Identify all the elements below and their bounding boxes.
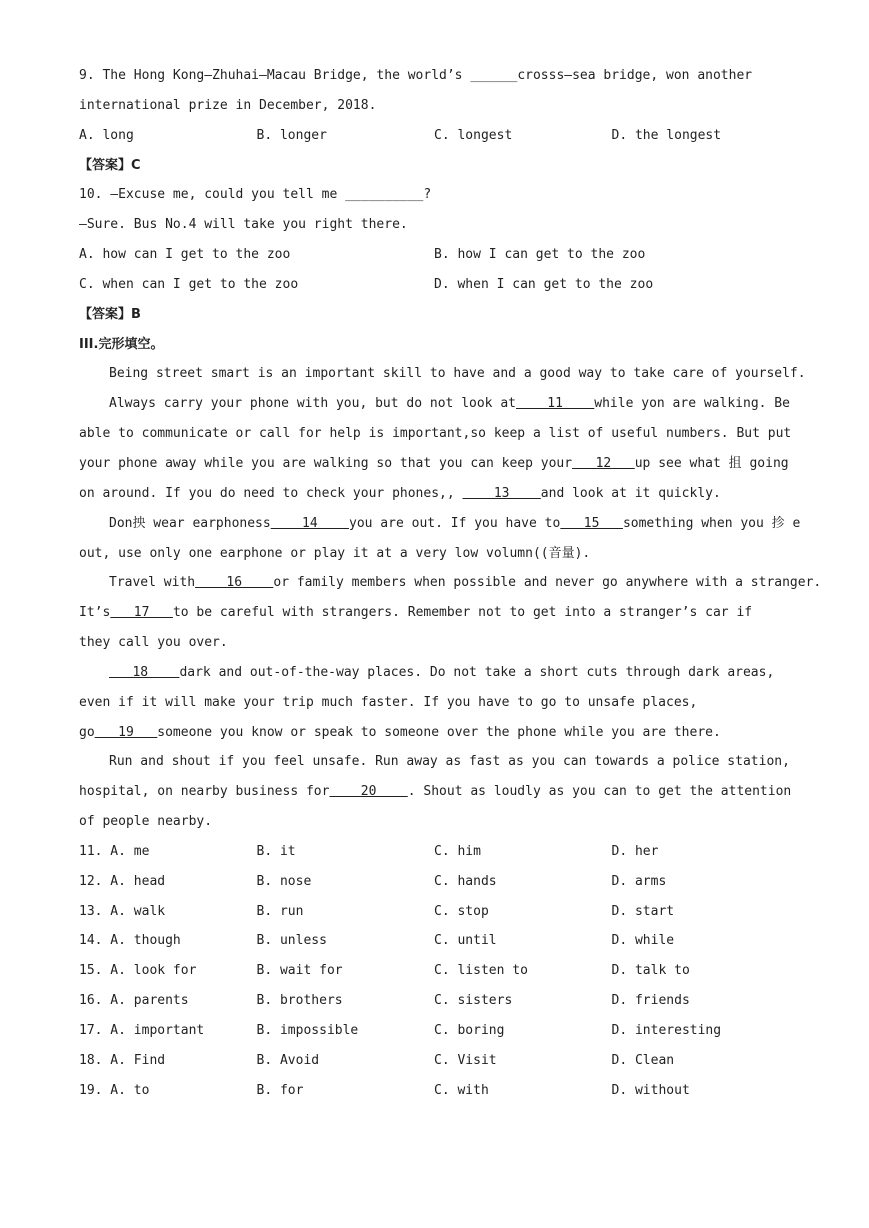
passage-line	[79, 509, 809, 539]
choice-option: D. while	[611, 933, 675, 949]
passage-line: of people nearby.	[79, 814, 213, 830]
passage-text: up see what 抯 going	[634, 455, 789, 471]
choice-option: B. impossible	[256, 1023, 359, 1038]
choice-option: D. friends	[611, 993, 690, 1009]
passage-line: they call you over.	[79, 635, 228, 651]
q10-text-end: ?	[423, 187, 432, 203]
passage-text: your phone away while you are walking so that you can keep your	[79, 455, 573, 471]
question-9-stem-cont: international prize in December, 2018.	[79, 97, 377, 113]
passage-text: and look at it quickly.	[540, 485, 721, 501]
q9-text-start: 9. The Hong Kong—Zhuhai—Macau Bridge, the world’s	[79, 68, 471, 83]
choice-option: 19. A. to	[79, 1082, 150, 1098]
passage-line	[79, 568, 822, 598]
choice-option: D. interesting	[611, 1023, 722, 1038]
q9-blank: ______	[470, 68, 518, 83]
choice-option: D. start	[611, 903, 675, 919]
choice-row-12	[79, 867, 809, 897]
passage-text: go	[79, 724, 95, 740]
choice-option: B. unless	[256, 933, 327, 949]
choice-option: C. Visit	[434, 1052, 497, 1068]
choice-option: B. for	[256, 1082, 304, 1098]
passage-text: or family members when possible and never go anywhere with a stranger.	[273, 575, 822, 591]
q9-answer: 【答案】C	[79, 157, 141, 173]
q10-blank: __________	[345, 187, 424, 203]
q10-option-c: C. when can I get to the zoo	[79, 276, 299, 292]
choice-option: B. run	[256, 903, 304, 919]
q10-text-start: 10. —Excuse me, could you tell me	[79, 187, 346, 203]
q10-option-a: A. how can I get to the zoo	[79, 247, 291, 263]
choice-option: D. talk to	[611, 963, 690, 979]
blank-12: 12	[572, 455, 635, 471]
choice-option: 15. A. look for	[79, 963, 197, 979]
passage-line: Run and shout if you feel unsafe. Run away as fast as you can towards a police station,	[109, 754, 790, 770]
passage-line	[79, 479, 809, 509]
passage-text: It’s	[79, 605, 111, 621]
passage-text: while yon are walking. Be	[594, 396, 790, 412]
section-title: III.完形填空。	[79, 336, 164, 352]
choice-option: 16. A. parents	[79, 993, 189, 1009]
passage-line	[79, 718, 809, 748]
q9-text-end: crosss—sea bridge, won another	[517, 68, 753, 83]
blank-14: 14	[270, 515, 349, 531]
choice-row-11	[79, 837, 809, 867]
passage-text: hospital, on nearby business for	[79, 784, 330, 800]
passage-line: even if it will make your trip much faster. If you have to go to unsafe places,	[79, 694, 698, 710]
passage-line: able to communicate or call for help is important,so keep a list of useful numbers. But put	[79, 426, 792, 442]
passage-text: someone you know or speak to someone over the phone while you are there.	[157, 724, 721, 740]
choice-option: C. until	[434, 933, 497, 949]
choice-row-14	[79, 926, 809, 956]
choice-option: 13. A. walk	[79, 903, 166, 919]
passage-line	[79, 777, 809, 807]
blank-13: 13	[462, 485, 541, 501]
q10-answer: 【答案】B	[79, 306, 141, 322]
choice-row-15	[79, 956, 809, 986]
passage-text: Don抰 wear earphoness	[109, 515, 271, 531]
choice-option: D. her	[611, 843, 659, 859]
choice-option: 14. A. though	[79, 933, 181, 949]
q9-option-b: B. longer	[256, 127, 327, 143]
choice-option: C. stop	[434, 903, 489, 919]
choice-option: C. him	[434, 843, 481, 859]
blank-20: 20	[329, 784, 408, 800]
choice-option: D. arms	[611, 873, 667, 889]
q10-option-b: B. how I can get to the zoo	[434, 247, 646, 263]
blank-17: 17	[110, 605, 173, 621]
choice-option: C. listen to	[434, 963, 528, 979]
passage-paragraph-1: Being street smart is an important skill to have and a good way to take care of yourself.	[109, 366, 806, 382]
passage-text: . Shout as loudly as you can to get the attention	[407, 784, 792, 800]
choice-option: B. wait for	[256, 963, 343, 979]
q9-option-a: A. long	[79, 127, 134, 143]
passage-text: Always carry your phone with you, but do not look at	[109, 396, 516, 412]
passage-line: out, use only one earphone or play it at a very low volumn((音量).	[79, 545, 591, 561]
question-9-stem	[79, 61, 809, 91]
choice-option: B. nose	[256, 873, 312, 889]
choice-option: 17. A. important	[79, 1023, 205, 1038]
passage-line	[79, 658, 809, 688]
question-10-reply: —Sure. Bus No.4 will take you right there.	[79, 217, 408, 233]
blank-18: 18	[109, 664, 180, 680]
passage-text: you are out. If you have to	[349, 515, 561, 531]
blank-19: 19	[94, 724, 158, 740]
blank-16: 16	[195, 575, 274, 591]
choice-option: C. hands	[434, 873, 497, 889]
choice-option: 12. A. head	[79, 873, 166, 889]
blank-15: 15	[560, 515, 623, 531]
choice-option: B. Avoid	[256, 1052, 320, 1068]
choice-option: C. with	[434, 1082, 489, 1098]
q9-option-c: C. longest	[434, 127, 513, 143]
passage-line	[79, 389, 809, 419]
choice-option: D. Clean	[611, 1052, 675, 1068]
passage-text: to be careful with strangers. Remember not to get into a stranger’s car if	[172, 605, 753, 621]
passage-line	[79, 598, 809, 628]
passage-text: something when you 抮 e	[622, 515, 801, 531]
choice-option: 11. A. me	[79, 843, 150, 859]
choice-option: B. it	[256, 843, 296, 859]
choice-option: 18. A. Find	[79, 1052, 166, 1068]
choice-option: C. boring	[434, 1023, 505, 1038]
choice-row-16	[79, 986, 809, 1016]
choice-option: D. without	[611, 1082, 690, 1098]
passage-text: Travel with	[109, 575, 196, 591]
passage-text: on around. If you do need to check your phones,,	[79, 485, 463, 501]
passage-line	[79, 449, 809, 479]
blank-11: 11	[516, 396, 595, 412]
question-9-options	[79, 121, 809, 151]
choice-option: C. sisters	[434, 993, 513, 1009]
choice-row-18	[79, 1046, 809, 1076]
choice-row-19	[79, 1076, 809, 1106]
choice-row-17	[79, 1016, 809, 1046]
question-10-options-row1	[79, 240, 809, 270]
question-10-stem	[79, 180, 809, 210]
question-10-options-row2	[79, 270, 809, 300]
document-page	[79, 61, 822, 1106]
choice-option: B. brothers	[256, 993, 343, 1009]
q9-option-d: D. the longest	[611, 127, 722, 143]
passage-text: dark and out-of-the-way places. Do not take a short cuts through dark areas,	[179, 664, 775, 680]
choice-row-13	[79, 897, 809, 927]
q10-option-d: D. when I can get to the zoo	[434, 276, 654, 292]
